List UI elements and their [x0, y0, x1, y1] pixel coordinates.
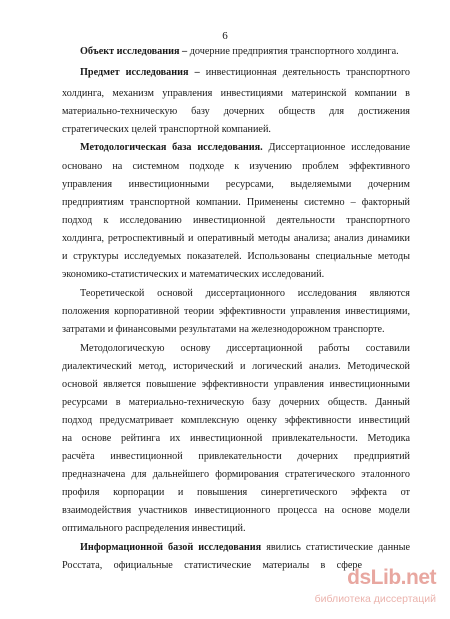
- text-line: ресурсами в материально-техническую базу дочерних обществ. Данный: [62, 397, 410, 408]
- text-line: Методологическую основу диссертационной работы составили: [80, 343, 410, 354]
- text-line: на основе рейтинга их инвестиционной привлекательности. Методика: [62, 433, 410, 444]
- info-base-text: явились статистические данные: [261, 542, 410, 553]
- text-line: управления инвестиционными ресурсами, выделяемыми дочерним: [62, 179, 410, 190]
- watermark-subtitle: библиотека диссертаций: [314, 593, 436, 605]
- text-line: основано на системном подходе к изучению проблем эффективного: [62, 161, 410, 172]
- text-line: положения корпоративной теории эффективности управления инвестициями,: [62, 306, 410, 317]
- text-line: предприятиям транспортной компании. Применены системно – факторный: [62, 197, 410, 208]
- text-line: экономико-статистических и математических исследований.: [62, 269, 325, 280]
- text-line: подход к исследованию инвестиционной деятельности транспортного: [62, 215, 410, 226]
- methodology-line: [80, 141, 410, 154]
- text-line: Теоретической основой диссертационного исследования являются: [80, 288, 410, 299]
- text-line: предназначена для дальнейшего формирования стратегического эталонного: [62, 469, 410, 480]
- text-line: материально-техническую базу дочерних обществ для достижения: [62, 106, 410, 117]
- text-line: профиля корпорации и повышения синергетического эффекта от: [62, 487, 410, 498]
- methodology-heading: Методологическая база исследования.: [80, 142, 263, 153]
- text-line: взаимодействия участников инвестиционного процесса на основе модели: [62, 505, 410, 516]
- object-heading: Объект исследования –: [80, 46, 188, 57]
- subject-text: инвестиционная деятельность транспортного: [199, 67, 410, 78]
- watermark-logo: dsLib.net: [347, 566, 436, 589]
- text-line: Росстата, официальные статистические материалы в сфере: [62, 560, 362, 571]
- info-base-line: [80, 541, 410, 554]
- text-line: и структуры исследуемых показателей. Использованы специальные методы: [62, 251, 410, 262]
- info-base-heading: Информационной базой исследования: [80, 542, 262, 553]
- text-line: стратегических целей транспортной компанией.: [62, 124, 271, 135]
- text-line: основой является повышение эффективности управления инвестиционными: [62, 379, 410, 390]
- text-line: затратами и финансовыми результатами на железнодорожном транспорте.: [62, 324, 385, 335]
- text-line: оптимального распределения инвестиций.: [62, 523, 246, 534]
- subject-heading: Предмет исследования –: [80, 67, 200, 78]
- text-line: подход предусматривает комплексную оценку эффективности инвестиций: [62, 415, 410, 426]
- page-number: 6: [222, 30, 228, 42]
- text-line: расчёта инвестиционной привлекательности дочерних предприятий: [62, 451, 410, 462]
- object-text: дочерние предприятия транспортного холдинга.: [187, 46, 399, 57]
- watermark: [300, 566, 442, 612]
- text-line: холдинга, механизм управления инвестициями материнской компании в: [62, 88, 410, 99]
- methodology-text: Диссертационное исследование: [262, 142, 410, 153]
- object-line: [80, 45, 410, 58]
- text-line: холдинга, ретроспективный и оперативный методы анализа; анализ динамики: [62, 233, 410, 244]
- subject-line: [80, 66, 410, 79]
- text-line: диалектический метод, исторический и логический анализ. Методической: [62, 361, 410, 372]
